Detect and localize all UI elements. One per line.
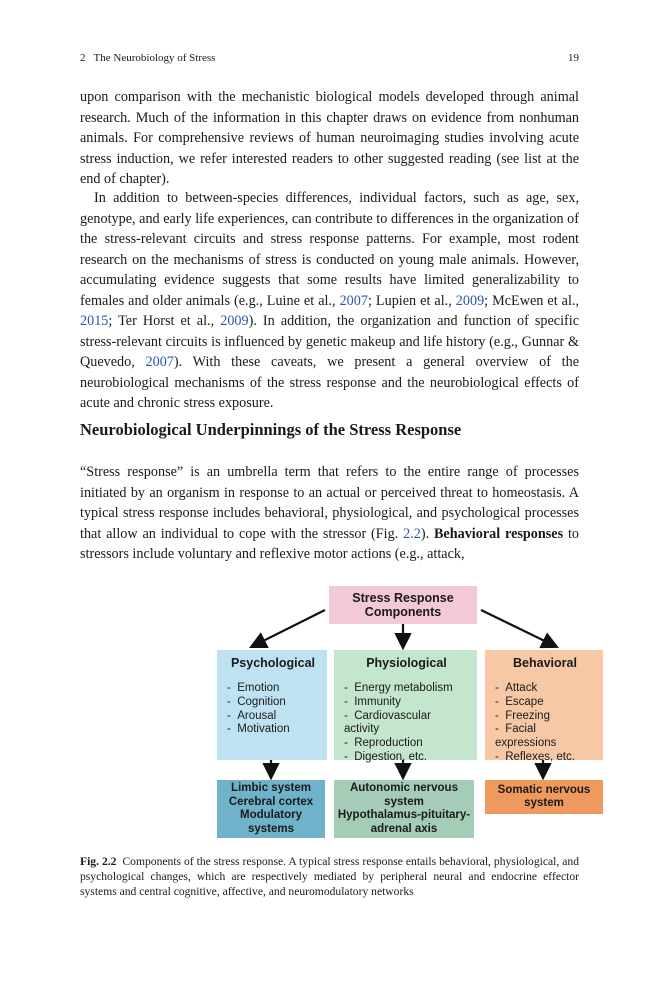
top-box-line-2: Components bbox=[364, 605, 442, 619]
caption-label: Fig. 2.2 bbox=[80, 855, 117, 868]
system-line: Modulatory bbox=[240, 809, 302, 821]
paragraph-3 bbox=[80, 462, 579, 565]
list-item: - Reproduction bbox=[344, 737, 469, 751]
list-item: - Attack bbox=[495, 682, 595, 696]
behavioral-title: Behavioral bbox=[513, 656, 577, 670]
figure-caption bbox=[80, 854, 579, 900]
list-item: - Cognition bbox=[227, 696, 319, 710]
running-head bbox=[80, 52, 579, 64]
psychological-box bbox=[217, 650, 327, 760]
stress-response-components-box bbox=[329, 586, 477, 624]
section-heading: Neurobiological Underpinnings of the Stress Response bbox=[80, 420, 462, 439]
citation-gunnar-2007[interactable]: 2007 bbox=[145, 354, 174, 370]
list-item: - Escape bbox=[495, 696, 595, 710]
system-line: systems bbox=[247, 822, 295, 835]
list-item: - Reflexes, etc. bbox=[495, 751, 595, 765]
system-line: Cerebral cortex bbox=[228, 795, 314, 808]
citation-lupien-2009[interactable]: 2009 bbox=[455, 292, 485, 309]
system-line: system bbox=[524, 797, 564, 809]
citation-terhorst-2009[interactable]: 2009 bbox=[220, 313, 249, 329]
list-item: - Emotion bbox=[227, 682, 319, 696]
page-number: 19 bbox=[568, 52, 579, 64]
figure-reference-link[interactable]: 2.2 bbox=[403, 525, 421, 542]
figure-stress-response-components bbox=[135, 586, 605, 846]
behavioral-system-box bbox=[485, 780, 603, 814]
running-head-title: 2 The Neurobiology of Stress bbox=[80, 52, 216, 64]
top-box-line-1: Stress Response bbox=[352, 591, 454, 605]
behavioral-box bbox=[485, 650, 603, 763]
paragraph-2-text-c: ; McEwen et al., bbox=[484, 292, 580, 309]
list-item: - Freezing bbox=[495, 710, 595, 724]
list-item: - Arousal bbox=[227, 710, 319, 724]
paragraph-2-text-d: ; Ter Horst et al., bbox=[108, 313, 221, 329]
physiological-box bbox=[334, 650, 477, 763]
arrow-to-behavioral bbox=[481, 610, 555, 646]
system-line: Limbic system bbox=[231, 782, 311, 794]
citation-luine-2007[interactable]: 2007 bbox=[339, 292, 368, 309]
paragraph-1: upon comparison with the mechanistic biological models developed through animal research. Much of the information in this chapter draws on evidence from nonhuman animals. For comprehensive reviews of human neuroimaging studies involving acute stress induction, we refer interested readers to other suggested reading (see list at the end of chapter). bbox=[80, 89, 579, 187]
paragraph-3-bold-term: Behavioral responses bbox=[433, 525, 564, 542]
system-line: Somatic nervous bbox=[497, 783, 591, 796]
physiological-system-box bbox=[334, 780, 474, 838]
system-line: Autonomic nervous bbox=[350, 782, 458, 794]
list-item: - Motivation bbox=[227, 723, 319, 737]
citation-mcewen-2015[interactable]: 2015 bbox=[80, 313, 109, 329]
paragraph-2-text-e: ). In addition, the organization and function of specific stress-relevant circuits is influenced by genetic makeup and life history (e.g., Gunnar & Quevedo, bbox=[80, 313, 579, 370]
paragraph-2-text-f: ). With these caveats, we present a general overview of the neurobiological mechanisms of the stress response and the neurobiological effects of acute and chronic stress exposure. bbox=[80, 354, 579, 411]
arrow-to-psychological bbox=[253, 610, 325, 646]
paragraph-3-text-c: to stressors include voluntary and reflexive motor actions (e.g., attack, bbox=[80, 525, 579, 562]
caption-text: Components of the stress response. A typical stress response entails behavioral, physiological, and psychological changes, which are respectively mediated by peripheral neural and endocrine effector systems and central cognitive, affective, and neuromodulatory networks bbox=[80, 855, 580, 899]
list-item: - Immunity bbox=[344, 696, 469, 710]
list-item: - Cardiovascular activity bbox=[344, 710, 469, 738]
list-item: - Energy metabolism bbox=[344, 682, 469, 696]
psychological-system-box bbox=[217, 780, 325, 838]
physiological-title: Physiological bbox=[366, 656, 447, 670]
system-line: adrenal axis bbox=[370, 822, 438, 835]
paragraph-3-text-a: “Stress response” is an umbrella term that refers to the entire range of processes initiated by an organism in response to an actual or perceived threat to homeostasis. A typical stress response includes behavioral, physiological, and psychological processes that allow an individual to cope with the stressor (Fig. bbox=[80, 464, 579, 542]
paragraph-3-text-b: ). bbox=[420, 525, 434, 542]
paragraph-2-text-b: ; Lupien et al., bbox=[367, 292, 456, 309]
paragraph-2 bbox=[80, 188, 579, 414]
system-line: Hypothalamus-pituitary- bbox=[337, 809, 471, 821]
list-item: - Facial expressions bbox=[495, 723, 595, 751]
system-line: system bbox=[384, 795, 424, 808]
paragraph-2-text-a: In addition to between-species differences, individual factors, such as age, sex, genotype, and early life experiences, can contribute to differences in the organization of the stress-relevant circuits and stress response patterns. For example, most rodent research on the mechanisms of stress is conducted on young male animals. However, accumulating evidence suggests that some results have limited generalizability to females and older animals (e.g., Luine et al., bbox=[80, 190, 579, 309]
list-item: - Digestion, etc. bbox=[344, 751, 469, 765]
psychological-title: Psychological bbox=[230, 656, 316, 670]
